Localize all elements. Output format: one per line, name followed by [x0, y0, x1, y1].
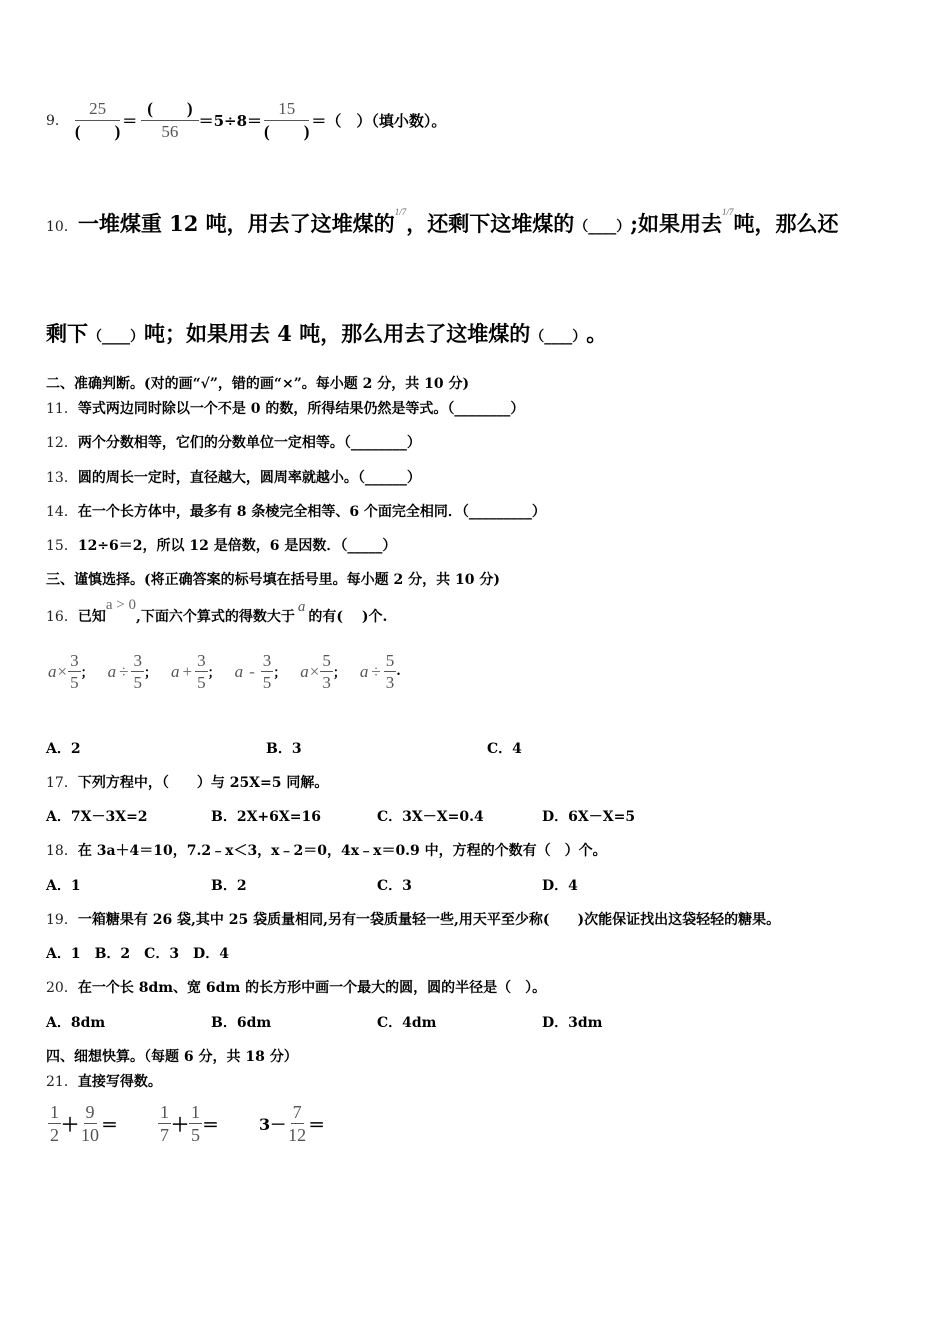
- q14: 14．在一个长方体中，最多有 8 条棱完全相等、6 个面完全相同．（_________）: [46, 504, 546, 520]
- q15: 15．12÷6＝2，所以 12 是倍数，6 是因数．（_____）: [46, 538, 397, 554]
- q10-blank-3: （____）: [530, 329, 587, 345]
- q9-number: 9．: [46, 113, 69, 129]
- q9-middle: ＝5÷8＝: [198, 111, 263, 130]
- q9-fraction-3: $\frac{15}{( )}$: [264, 99, 310, 141]
- q16-option-a[interactable]: A．2: [46, 741, 81, 757]
- q10-text-6: 吨；如果用去 4 吨，那么用去了这堆煤的: [144, 321, 531, 346]
- q17-option-c[interactable]: C．3X－X=0.4: [377, 809, 484, 825]
- q18-option-c[interactable]: C．3: [377, 878, 412, 894]
- q18-option-a[interactable]: A．1: [46, 878, 81, 894]
- q10-text-2: ，还剩下这堆煤的: [406, 211, 575, 236]
- q21-expressions: [48, 1103, 325, 1144]
- q9-fraction-1: $\frac{25}{( )}$: [74, 99, 121, 141]
- q10-text-4: 吨，那么还: [733, 211, 839, 236]
- section-4-title: 四、细想快算。（每题 6 分，共 18 分）: [46, 1049, 298, 1065]
- q19: 19．一箱糖果有 26 袋,其中 25 袋质量相同,另有一袋质量轻一些,用天平至少称( )次能保证找出这袋轻轻的糖果。: [46, 912, 781, 928]
- q10-blank-1: （____）: [574, 219, 631, 235]
- q18-option-d[interactable]: D．4: [542, 878, 578, 894]
- q21: 21．直接写得数。: [46, 1074, 162, 1090]
- q9: [46, 100, 446, 140]
- q10-fraction-sup-2: 1/7: [721, 207, 734, 217]
- q16-variable: a: [297, 599, 306, 615]
- q13: 13．圆的周长一定时，直径越大，圆周率就越小。（______）: [46, 470, 421, 486]
- section-3-title: 三、谨慎选择。(将正确答案的标号填在括号里。每小题 2 分，共 10 分): [46, 572, 500, 588]
- q20: 20．在一个长 8dm、宽 6dm 的长方形中画一个最大的圆，圆的半径是（ ）。: [46, 980, 547, 996]
- q11: 11．等式两边同时除以一个不是 0 的数，所得结果仍然是等式。（________）: [46, 401, 525, 417]
- q10-text-5: 剩下: [46, 321, 88, 346]
- q16-condition: a > 0: [105, 597, 136, 613]
- q18-option-b[interactable]: B．2: [211, 878, 247, 894]
- q19-options[interactable]: A．1 B．2 C．3 D．4: [46, 946, 229, 962]
- q10-text-7: 。: [586, 321, 608, 346]
- q16-option-c[interactable]: C．4: [487, 741, 522, 757]
- q9-equals: ＝: [122, 111, 138, 130]
- q21-expr-1: $\frac{1}{2}$ ＋ $\frac{9}{10}$ ＝: [50, 1102, 118, 1145]
- q10-text-1: 一堆煤重 12 吨，用去了这堆煤的: [77, 211, 395, 236]
- q17: 17．下列方程中，（ ）与 25X=5 同解。: [46, 775, 329, 791]
- q16-expr-1: a × $\frac{3}{5}$ ；: [48, 651, 94, 692]
- q20-option-c[interactable]: C．4dm: [377, 1015, 437, 1031]
- q20-option-d[interactable]: D．3dm: [542, 1015, 603, 1031]
- q10-blank-2: （____）: [88, 329, 144, 345]
- q10-line-2: [46, 318, 607, 348]
- q9-tail: ＝（ ）（填小数）。: [311, 111, 447, 130]
- q16-expr-3: a + $\frac{3}{5}$ ；: [170, 651, 221, 692]
- q16-expr-6: a ÷ $\frac{5}{3}$ .: [359, 651, 401, 692]
- q17-option-b[interactable]: B．2X+6X=16: [211, 809, 321, 825]
- q9-fraction-2: $\frac{( )}{56}$: [141, 100, 198, 140]
- q18: 18．在 3a＋4＝10，7.2﹣x＜3，x﹣2＝0，4x﹣x＝0.9 中，方程的个数有（ ）个。: [46, 843, 607, 859]
- q16-expressions: [48, 652, 401, 691]
- q17-option-d[interactable]: D．6X－X=5: [542, 809, 636, 825]
- q16-option-b[interactable]: B．3: [266, 741, 302, 757]
- q17-option-a[interactable]: A．7X－3X=2: [46, 809, 148, 825]
- q16-expr-4: a - $\frac{3}{5}$ ；: [234, 651, 287, 692]
- q10-line-1: [46, 208, 838, 238]
- q20-option-b[interactable]: B．6dm: [211, 1015, 272, 1031]
- q20-option-a[interactable]: A．8dm: [46, 1015, 106, 1031]
- q21-expr-3: 3－ $\frac{7}{12}$ ＝: [259, 1102, 326, 1145]
- q21-expr-2: $\frac{1}{7}$ ＋ $\frac{1}{5}$ ＝: [160, 1102, 219, 1145]
- q16-expr-5: a × $\frac{5}{3}$ ；: [300, 651, 346, 692]
- section-2-title: 二、准确判断。(对的画“√”，错的画“×”。每小题 2 分，共 10 分): [46, 376, 470, 392]
- q16: 16． 已知 a > 0 ,下面六个算式的得数大于 a 的有( )个.: [46, 597, 388, 625]
- q10-fraction-sup-1: 1/7: [394, 207, 407, 217]
- q16-expr-2: a ÷ $\frac{3}{5}$ ；: [107, 651, 157, 692]
- q12: 12．两个分数相等，它们的分数单位一定相等。（________）: [46, 435, 421, 451]
- q10-number: 10．: [46, 219, 78, 235]
- q10-text-3: ;如果用去: [630, 211, 722, 236]
